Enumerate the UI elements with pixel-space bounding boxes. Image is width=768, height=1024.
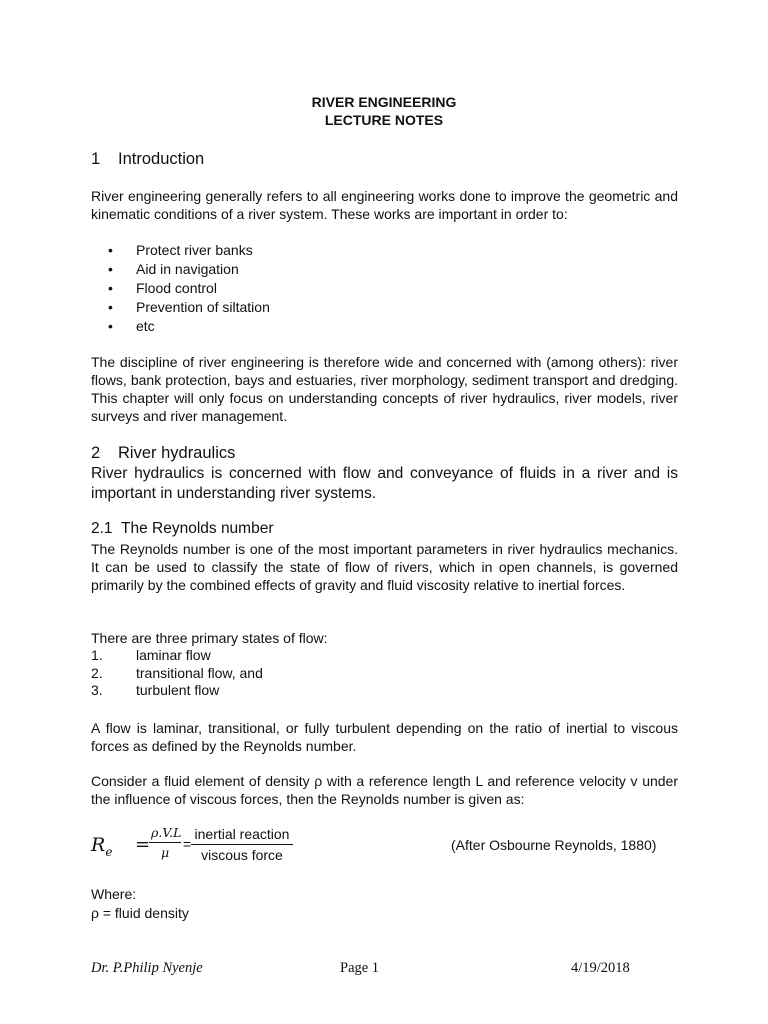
list-item: • Aid in navigation bbox=[108, 261, 239, 277]
states-intro: There are three primary states of flow: bbox=[91, 630, 328, 646]
bullet-icon: • bbox=[108, 318, 113, 334]
section-2-heading bbox=[91, 444, 235, 463]
reynolds-paragraph: The Reynolds number is one of the most important parameters in river hydraulics mechanics. It can be used to classify the state of flow of rivers, which in open channels, is governed primarily by the combined effects of gravity and fluid viscosity relative to inertial forces. bbox=[91, 541, 678, 593]
equals-sign: = bbox=[135, 834, 151, 855]
footer-date: 4/19/2018 bbox=[571, 960, 630, 976]
list-item: • Protect river banks bbox=[108, 242, 253, 258]
document-subtitle: LECTURE NOTES bbox=[324, 112, 444, 128]
hydraulics-paragraph: River hydraulics is concerned with flow and conveyance of fluids in a river and is important in understanding river systems. bbox=[91, 465, 678, 502]
footer-page-number: Page 1 bbox=[340, 960, 380, 976]
laminar-paragraph: A flow is laminar, transitional, or fully turbulent depending on the ratio of inertial to viscous forces as defined by the Reynolds number. bbox=[91, 720, 678, 754]
bullet-icon: • bbox=[108, 299, 113, 315]
bullet-icon: • bbox=[108, 242, 113, 258]
bullet-icon: • bbox=[108, 261, 113, 277]
flow-states-list bbox=[91, 647, 263, 700]
section-1-heading bbox=[91, 150, 204, 169]
consider-paragraph: Consider a fluid element of density ρ with a reference length L and reference velocity v under the influence of viscous forces, then the Reynolds number is given as: bbox=[91, 773, 678, 807]
section-2-1-heading bbox=[91, 520, 274, 538]
intro-paragraph: River engineering generally refers to all engineering works done to improve the geometric and kinematic conditions of a river system. These works are important in order to: bbox=[91, 188, 678, 222]
formula-attribution: (After Osbourne Reynolds, 1880) bbox=[451, 837, 657, 853]
equals-sign: = bbox=[183, 836, 192, 852]
where-label: Where: bbox=[91, 886, 137, 902]
footer-author: Dr. P.Philip Nyenje bbox=[91, 960, 203, 976]
bullet-icon: • bbox=[108, 280, 113, 296]
list-item: • Prevention of siltation bbox=[108, 299, 270, 315]
formula-fraction: $\frac{\rho.V.L}{\mu}$ bbox=[151, 825, 182, 860]
section-title: River hydraulics bbox=[118, 444, 236, 462]
section-number: 2.1 bbox=[91, 520, 113, 537]
section-title: The Reynolds number bbox=[121, 520, 274, 537]
reynolds-formula bbox=[91, 822, 691, 872]
ratio-fraction: inertial reaction viscous force bbox=[191, 826, 293, 863]
list-item: 3. turbulent flow bbox=[91, 682, 220, 698]
section-number: 1 bbox=[91, 150, 101, 168]
list-item: 2. transitional flow, and bbox=[91, 664, 263, 681]
list-item: • etc bbox=[108, 318, 155, 334]
list-item: • Flood control bbox=[108, 280, 217, 296]
section-title: Introduction bbox=[118, 150, 205, 168]
document-title: RIVER ENGINEERING bbox=[311, 94, 457, 110]
density-definition: ρ = fluid density bbox=[91, 905, 189, 921]
discipline-paragraph: The discipline of river engineering is therefore wide and concerned with (among others): river flows, bank protection, bays and estuaries, river morphology, sediment transport and dredging. This chapter will only focus on understanding concepts of river hydraulics, river models, river surveys and river management. bbox=[91, 354, 678, 424]
list-item: 1. laminar flow bbox=[91, 647, 211, 663]
bullet-list bbox=[108, 241, 270, 336]
formula-lhs: $R_e$ bbox=[91, 834, 113, 859]
section-number: 2 bbox=[91, 444, 101, 462]
